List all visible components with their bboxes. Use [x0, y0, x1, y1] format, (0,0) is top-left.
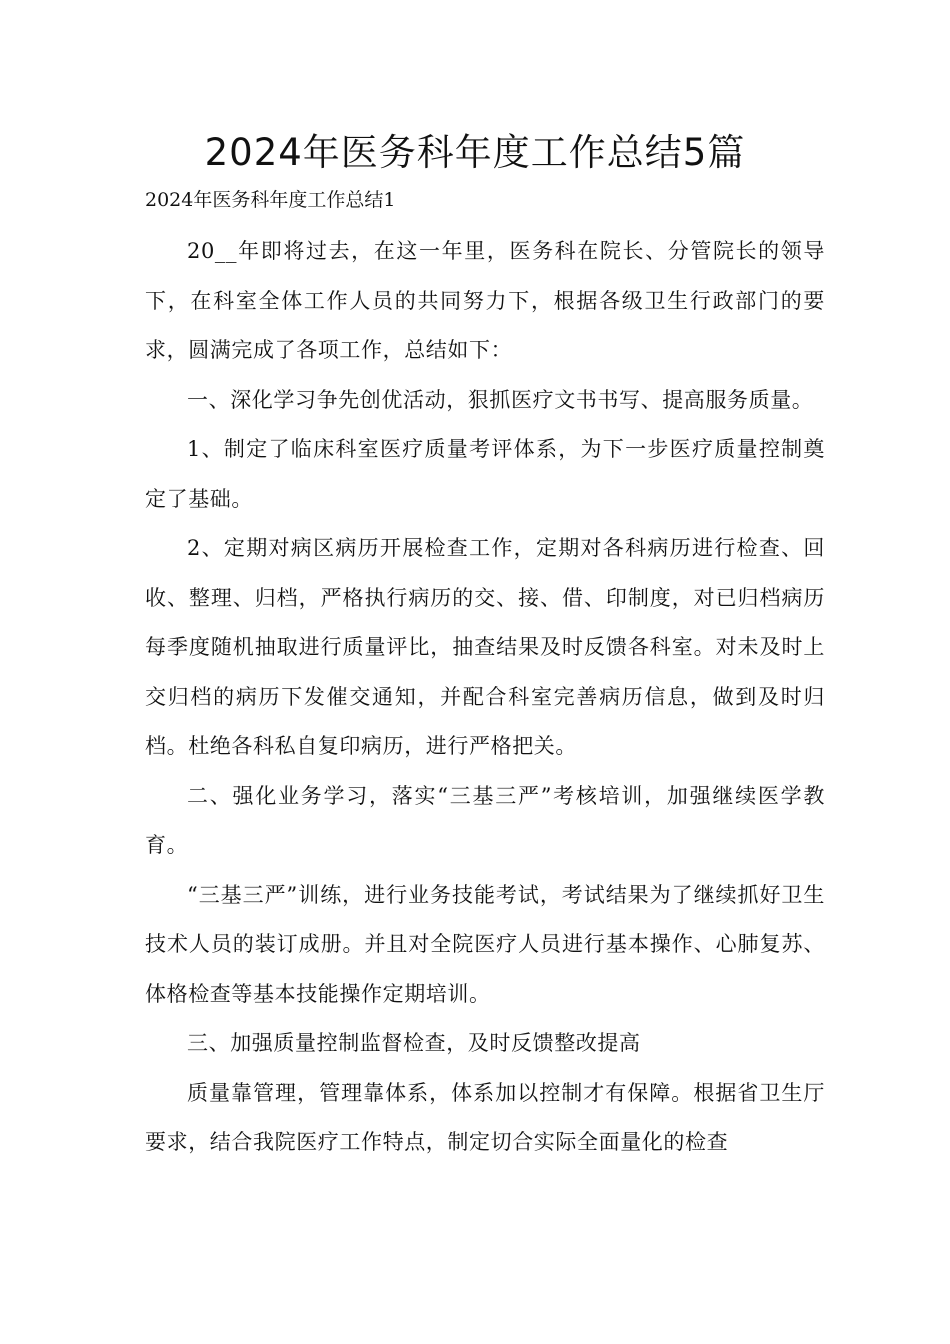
paragraph-heading-1: 一、深化学习争先创优活动，狠抓医疗文书书写、提高服务质量。 [187, 387, 814, 412]
paragraph-training: “三基三严”训练，进行业务技能考试，考试结果为了继续抓好卫生技术人员的装订成册。并且对全院医疗人员进行基本操作、心肺复苏、体格检查等基本技能操作定期培训。 [145, 882, 825, 1006]
paragraph-item-1: 1、制定了临床科室医疗质量考评体系，为下一步医疗质量控制奠定了基础。 [145, 437, 825, 511]
section-subtitle: 2024年医务科年度工作总结1 [145, 189, 396, 211]
document-body [145, 227, 825, 1168]
paragraph-heading-2: 二、强化业务学习，落实“三基三严”考核培训，加强继续医学教育。 [145, 783, 825, 857]
paragraph-heading-3: 三、加强质量控制监督检查，及时反馈整改提高 [187, 1031, 641, 1055]
document-title: 2024年医务科年度工作总结5篇 [204, 131, 746, 174]
paragraph-item-2: 2、定期对病区病历开展检查工作，定期对各科病历进行检查、回收、整理、归档，严格执行病历的交、接、借、印制度，对已归档病历每季度随机抽取进行质量评比，抽查结果及时反馈各科室。对未及时上交归档的病历下发催交通知，并配合科室完善病历信息，做到及时归档。杜绝各科私自复印病历，进行严格把关。 [145, 536, 825, 758]
paragraph-intro: 20__年即将过去，在这一年里，医务科在院长、分管院长的领导下，在科室全体工作人员的共同努力下，根据各级卫生行政部门的要求，圆满完成了各项工作，总结如下： [145, 239, 825, 362]
paragraph-quality: 质量靠管理，管理靠体系，体系加以控制才有保障。根据省卫生厅要求，结合我院医疗工作特点，制定切合实际全面量化的检查 [145, 1080, 825, 1154]
